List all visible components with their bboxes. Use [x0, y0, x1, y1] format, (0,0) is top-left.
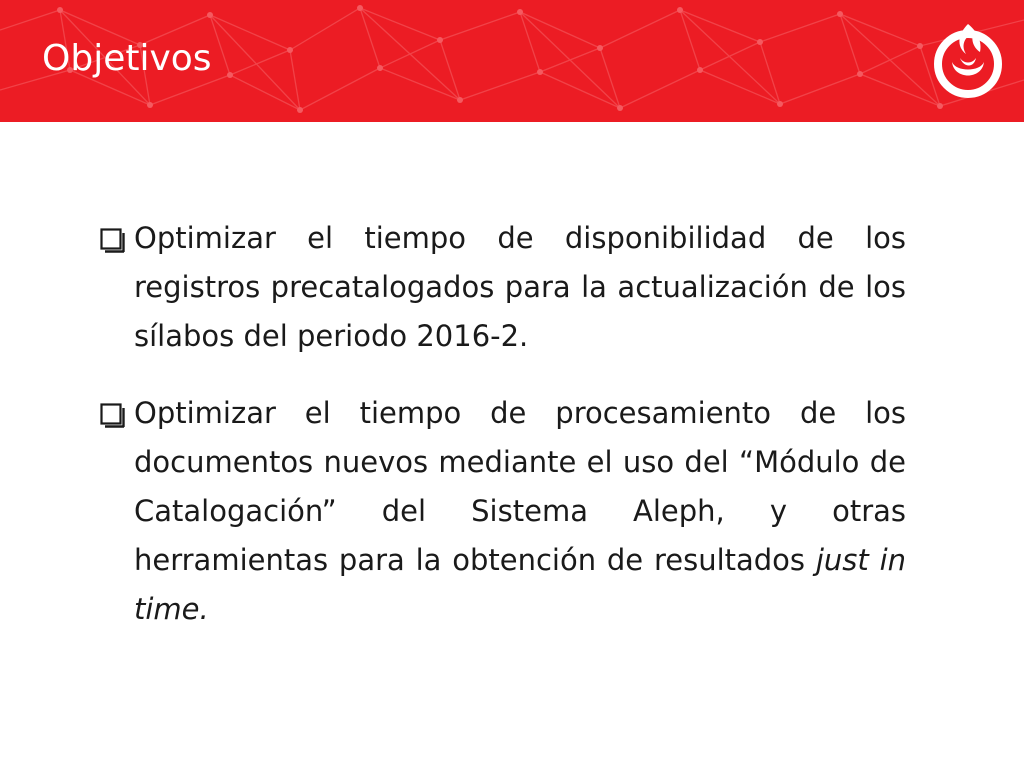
objective-item-2 — [98, 389, 906, 634]
upc-flame-logo-icon — [930, 18, 1006, 102]
slide-title: Objetivos — [42, 38, 212, 79]
objective-item-1 — [98, 214, 906, 361]
checkbox-square-icon — [100, 403, 126, 429]
slide-header — [0, 0, 1024, 122]
checkbox-square-icon — [100, 228, 126, 254]
objective-text-emphasis: just in time. — [134, 543, 907, 626]
objective-text: Optimizar el tiempo de disponibilidad de los registros precatalogados para la actualización de los sílabos del periodo 2016-2. — [134, 221, 906, 353]
slide-body — [98, 214, 906, 662]
objective-text-main: Optimizar el tiempo de procesamiento de los documentos nuevos mediante el uso del “Módulo de Catalogación” del Sistema Aleph, y otras herramientas para la obtención de resultados — [134, 396, 906, 577]
objective-text — [134, 396, 906, 626]
